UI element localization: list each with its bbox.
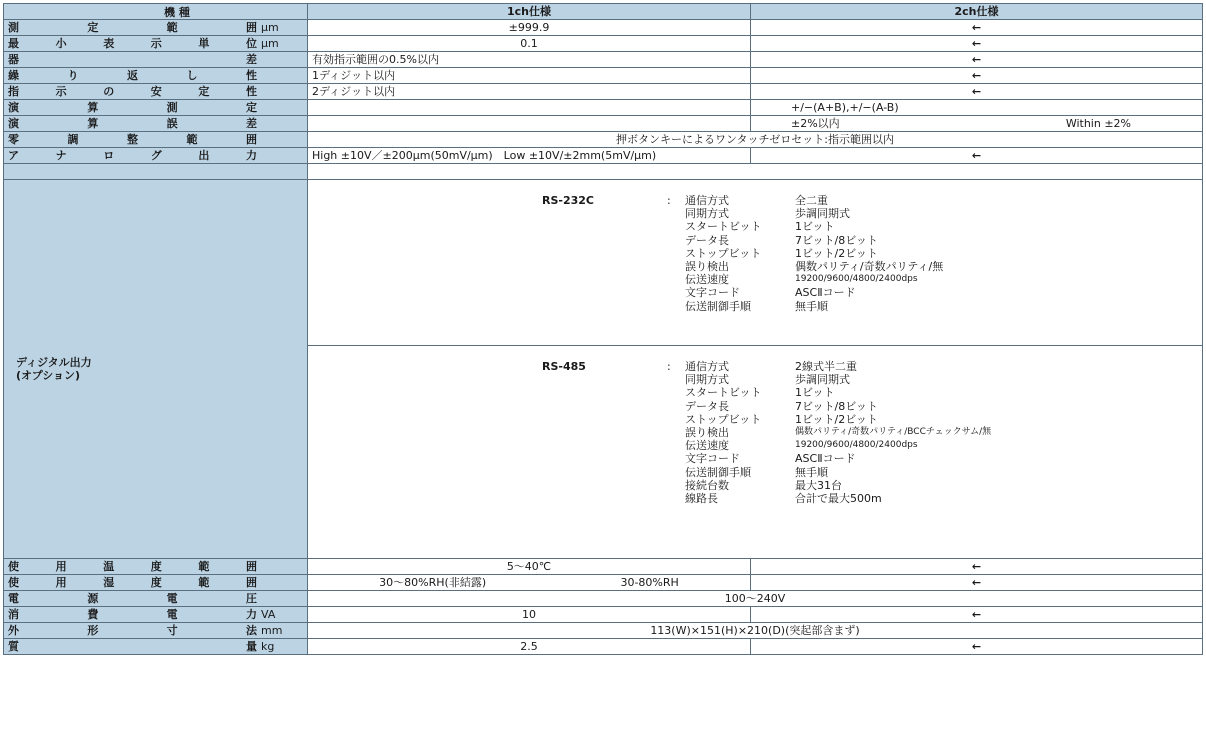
digital-row <box>4 180 1203 346</box>
bottom_rows-label-char: 使 <box>8 576 19 589</box>
interface-spec-item <box>685 426 991 439</box>
interface-spec-key: データ長 <box>685 233 729 247</box>
rows-label-char: 性 <box>246 69 257 82</box>
interface-spec-value: 2線式半二重 <box>795 360 857 373</box>
interface-spec-item <box>685 400 991 413</box>
rows-label-char: 範 <box>186 133 198 146</box>
rows-label-wrap <box>8 149 303 162</box>
bottom_rows-unit: kg <box>261 640 275 653</box>
bottom_rows-col1-value: 5〜40℃ <box>308 559 751 575</box>
rows-col2-value: ← <box>751 68 1203 84</box>
interface-spec-value: 7ビット/8ビット <box>795 233 878 247</box>
interface-spec-value: 偶数パリティ/奇数パリティ/無 <box>795 260 944 274</box>
header-model-label: 機 種 <box>164 6 190 19</box>
rows-unit: μm <box>261 21 279 34</box>
rows-col2-value: ← <box>751 148 1203 164</box>
interface-spec-value: 歩調同期式 <box>795 373 850 387</box>
bottom_rows-label-char: 力 <box>245 608 257 621</box>
rows-label-char: 囲 <box>245 21 257 34</box>
interface-colon: : <box>667 194 671 207</box>
bottom_rows-label-cell <box>4 607 308 623</box>
interface-spec-key: ストップビット <box>685 246 762 260</box>
rows-label-char: 器 <box>8 53 19 66</box>
interface-spec-key: スタートビット <box>685 386 762 400</box>
rows-label-char: 性 <box>245 85 257 98</box>
rows-col1-value: High ±10V／±200μm(50mV/μm) Low ±10V/±2mm(5mV/μm) <box>308 148 751 164</box>
rows-label-wrap <box>8 53 303 66</box>
bottom_rows-row <box>4 607 1203 623</box>
rows-label-char: 差 <box>246 53 257 66</box>
bottom_rows-label-char: 電 <box>166 608 178 621</box>
digital-sublabel: (オプション) <box>16 369 81 382</box>
bottom_rows-col2-value: ← <box>751 639 1203 655</box>
rows-label-cell <box>4 84 308 100</box>
interface-spec-item <box>685 234 943 247</box>
rows-label-text <box>8 53 261 66</box>
interface-spec-value: ASCⅡコード <box>795 286 856 300</box>
interface-spec-value: 19200/9600/4800/2400dps <box>795 274 918 285</box>
bottom_rows-label-char: 囲 <box>245 576 257 589</box>
bottom_rows-unit: VA <box>261 608 276 621</box>
rows-label-char: ナ <box>55 149 67 162</box>
bottom_rows-label-cell <box>4 591 308 607</box>
rows-label-cell <box>4 116 308 132</box>
rows-label-char: 力 <box>245 149 257 162</box>
rows-label-char: 最 <box>8 37 19 50</box>
interface-spec-key: 線路長 <box>685 492 718 506</box>
interface-spec-item <box>685 220 943 233</box>
rows-label-wrap <box>8 101 303 114</box>
bottom_rows-label-char: 用 <box>55 576 67 589</box>
bottom_rows-label-char: 電 <box>8 592 19 605</box>
rows-label-wrap <box>8 37 303 50</box>
rows-label-char: 零 <box>8 133 19 146</box>
rows-label-char: 位 <box>245 37 257 50</box>
rows-row <box>4 68 1203 84</box>
rows-label-char: の <box>103 85 115 98</box>
bottom_rows-label-char: 度 <box>150 576 162 589</box>
interface-spec-key: 誤り検出 <box>685 426 729 440</box>
rows-col1-value <box>308 100 751 116</box>
rows-col1-value: 0.1 <box>308 36 751 52</box>
bottom_rows-label-char: 費 <box>87 608 99 621</box>
rows-label-text <box>8 37 261 50</box>
rows-col2-value: ← <box>751 36 1203 52</box>
interface-spec-key: 通信方式 <box>685 360 729 373</box>
rows-label-char: グ <box>150 149 162 162</box>
rows-label-char: 出 <box>198 149 210 162</box>
digital-block-cell <box>308 346 1203 559</box>
bottom_rows-label-char: 用 <box>55 560 67 573</box>
rows-label-char: り <box>67 69 79 82</box>
bottom_rows-label-cell <box>4 559 308 575</box>
rows-col2-value: ← <box>751 84 1203 100</box>
rows-row <box>4 20 1203 36</box>
bottom_rows-row <box>4 559 1203 575</box>
interface-spec-value: ASCⅡコード <box>795 452 856 466</box>
rows-col1-value <box>308 116 751 132</box>
rows-label-char: 整 <box>127 133 138 146</box>
rows-label-char: 調 <box>67 133 79 146</box>
rows-label-char: ア <box>8 149 19 162</box>
interface-spec-value: 合計で最大500m <box>795 492 882 506</box>
interface-spec-item <box>685 286 943 299</box>
rows-label-char: 算 <box>87 117 99 130</box>
bottom_rows-label-text <box>8 640 261 653</box>
interface-spec-key: 伝送制御手順 <box>685 299 751 313</box>
bottom_rows-label-char: 量 <box>246 640 257 653</box>
rows-col2-value: ← <box>751 20 1203 36</box>
rows-label-wrap <box>8 21 303 34</box>
rows-label-char: 示 <box>55 85 67 98</box>
rows-unit: μm <box>261 37 279 50</box>
rows-row <box>4 148 1203 164</box>
interface-spec-value: 全二重 <box>795 194 828 207</box>
bottom_rows-span-value: 100〜240V <box>308 591 1203 607</box>
spec-table <box>3 3 1203 655</box>
rows-col1-value: ±999.9 <box>308 20 751 36</box>
interface-spec-list <box>685 194 943 313</box>
bottom_rows-label-char: 質 <box>8 640 19 653</box>
rows-label-char: 誤 <box>166 117 178 130</box>
rows-label-wrap <box>8 85 303 98</box>
rows-col1-value: 2ディジット以内 <box>308 84 751 100</box>
interface-colon: : <box>667 360 671 373</box>
rows-col2-value-b: Within ±2% <box>1065 117 1131 130</box>
interface-spec-key: 通信方式 <box>685 194 729 207</box>
interface-name: RS-232C <box>542 194 594 207</box>
bottom_rows-row <box>4 575 1203 591</box>
interface-spec-key: 文字コード <box>685 286 740 300</box>
interface-spec-key: 伝送制御手順 <box>685 465 751 479</box>
rows-label-text <box>8 101 261 114</box>
bottom_rows-label-wrap <box>8 640 303 653</box>
interface-spec-item <box>685 373 991 386</box>
rows-col2-value-a: ±2%以内 <box>791 117 840 130</box>
rows-row <box>4 52 1203 68</box>
interface-spec-value: 1ビット <box>795 220 835 234</box>
bottom_rows-label-cell <box>4 623 308 639</box>
interface-spec-value: 無手順 <box>795 465 828 479</box>
digital-label-cell <box>4 180 308 559</box>
bottom_rows-label-char: 湿 <box>103 576 115 589</box>
bottom_rows-col2-value: ← <box>751 559 1203 575</box>
rows-span-value: 押ボタンキーによるワンタッチゼロセット:指示範囲以内 <box>308 132 1203 148</box>
rows-label-cell <box>4 68 308 84</box>
rows-label-text <box>8 117 261 130</box>
interface-name: RS-485 <box>542 360 586 373</box>
rows-label-char: 定 <box>245 101 257 114</box>
rows-label-char: 演 <box>8 101 19 114</box>
interface-spec-item <box>685 492 991 505</box>
interface-spec-key: 伝送速度 <box>685 273 729 287</box>
interface-spec-key: 同期方式 <box>685 373 729 387</box>
rows-label-char: 定 <box>198 85 210 98</box>
interface-spec-key: ストップビット <box>685 412 762 426</box>
separator-value-cell <box>308 164 1203 180</box>
rows-label-char: 示 <box>150 37 162 50</box>
bottom_rows-label-char: 囲 <box>245 560 257 573</box>
bottom_rows-col1-value <box>308 575 751 591</box>
bottom_rows-label-char: 電 <box>166 592 178 605</box>
bottom_rows-col2-value: ← <box>751 575 1203 591</box>
interface-spec-value: 1ビット/2ビット <box>795 246 878 260</box>
interface-spec-item <box>685 260 943 273</box>
interface-spec-key: 伝送速度 <box>685 439 729 453</box>
rows-label-wrap <box>8 69 303 82</box>
interface-spec-list <box>685 360 991 505</box>
rows-label-char: 小 <box>55 37 67 50</box>
bottom_rows-col1-value-b: 30-80%RH <box>620 576 679 589</box>
bottom_rows-label-text <box>8 576 261 589</box>
rows-label-char: 差 <box>245 117 257 130</box>
interface-spec-value: 7ビット/8ビット <box>795 399 878 413</box>
bottom_rows-label-char: 形 <box>87 624 99 637</box>
rows-label-cell <box>4 100 308 116</box>
interface-spec-item <box>685 452 991 465</box>
rows-row <box>4 84 1203 100</box>
rows-col2-value <box>751 116 1203 132</box>
bottom_rows-label-cell <box>4 575 308 591</box>
rows-row <box>4 132 1203 148</box>
rows-row <box>4 100 1203 116</box>
digital-block <box>312 180 1198 345</box>
interface-spec-value: 1ビット/2ビット <box>795 412 878 426</box>
digital-label: ディジタル出力 <box>16 356 92 369</box>
interface-spec-key: 誤り検出 <box>685 260 729 274</box>
bottom_rows-col2-value: ← <box>751 607 1203 623</box>
bottom_rows-label-char: 圧 <box>245 592 257 605</box>
bottom_rows-label-char: 消 <box>8 608 19 621</box>
rows-label-wrap <box>8 117 303 130</box>
rows-label-text <box>8 69 261 82</box>
rows-col2-value: +/−(A+B),+/−(A-B) <box>751 100 1203 116</box>
bottom_rows-label-wrap <box>8 608 303 621</box>
interface-spec-item <box>685 207 943 220</box>
rows-col2-pair <box>791 117 1131 130</box>
bottom_rows-row <box>4 591 1203 607</box>
interface-spec-value: 歩調同期式 <box>795 207 850 221</box>
bottom_rows-label-char: 源 <box>87 592 99 605</box>
header-col-2ch: 2ch仕様 <box>751 4 1203 20</box>
bottom_rows-label-char: 範 <box>198 560 210 573</box>
rows-label-char: 範 <box>166 21 178 34</box>
header-col-1ch: 1ch仕様 <box>308 4 751 20</box>
rows-label-char: 安 <box>150 85 162 98</box>
rows-col1-value: 1ディジット以内 <box>308 68 751 84</box>
bottom_rows-label-char: 使 <box>8 560 19 573</box>
rows-label-cell <box>4 132 308 148</box>
interface-spec-item <box>685 300 943 313</box>
header-corner <box>4 4 308 20</box>
rows-label-char: 算 <box>87 101 99 114</box>
rows-label-cell <box>4 36 308 52</box>
rows-label-char: 繰 <box>8 69 19 82</box>
bottom_rows-span-value: 113(W)×151(H)×210(D)(突起部含まず) <box>308 623 1203 639</box>
bottom_rows-unit: mm <box>261 624 283 637</box>
interface-spec-key: 文字コード <box>685 452 740 466</box>
bottom_rows-label-wrap <box>8 592 303 605</box>
bottom_rows-label-char: 法 <box>245 624 257 637</box>
rows-label-char: 演 <box>8 117 19 130</box>
interface-spec-key: スタートビット <box>685 220 762 234</box>
interface-spec-key: 同期方式 <box>685 207 729 221</box>
bottom_rows-label-char: 寸 <box>166 624 178 637</box>
bottom_rows-col1-value: 2.5 <box>308 639 751 655</box>
interface-spec-value: 最大31台 <box>795 478 842 492</box>
rows-label-text <box>8 21 261 34</box>
rows-label-text <box>8 133 261 146</box>
rows-label-char: 測 <box>166 101 178 114</box>
header-row <box>4 4 1203 20</box>
bottom_rows-label-wrap <box>8 560 303 573</box>
bottom_rows-row <box>4 623 1203 639</box>
rows-label-char: 測 <box>8 21 19 34</box>
interface-spec-item <box>685 360 991 373</box>
rows-label-text <box>8 85 261 98</box>
bottom_rows-label-char: 範 <box>198 576 210 589</box>
bottom_rows-col1-value: 10 <box>308 607 751 623</box>
bottom_rows-label-char: 度 <box>150 560 162 573</box>
separator-row <box>4 164 1203 180</box>
spec-table-body <box>4 4 1203 655</box>
interface-spec-item <box>685 194 943 207</box>
bottom_rows-label-text <box>8 592 261 605</box>
bottom_rows-col1-pair <box>312 576 746 589</box>
interface-spec-item <box>685 439 991 452</box>
interface-spec-value: 19200/9600/4800/2400dps <box>795 440 918 451</box>
rows-label-char: 単 <box>198 37 210 50</box>
bottom_rows-label-text <box>8 560 261 573</box>
rows-row <box>4 36 1203 52</box>
interface-spec-key: データ長 <box>685 399 729 413</box>
rows-label-cell <box>4 20 308 36</box>
bottom_rows-label-text <box>8 608 261 621</box>
interface-spec-item <box>685 386 991 399</box>
rows-col1-value: 有効指示範囲の0.5%以内 <box>308 52 751 68</box>
bottom_rows-label-char: 温 <box>103 560 115 573</box>
rows-col2-value: ← <box>751 52 1203 68</box>
bottom_rows-label-cell <box>4 639 308 655</box>
rows-label-char: 囲 <box>246 133 257 146</box>
bottom_rows-label-wrap <box>8 624 303 637</box>
interface-spec-value: 無手順 <box>795 299 828 313</box>
digital-block-cell <box>308 180 1203 346</box>
rows-label-cell <box>4 148 308 164</box>
bottom_rows-label-wrap <box>8 576 303 589</box>
rows-label-text <box>8 149 261 162</box>
interface-spec-key: 接続台数 <box>685 478 729 492</box>
rows-label-char: 指 <box>8 85 19 98</box>
interface-spec-item <box>685 247 943 260</box>
rows-label-char: 返 <box>127 69 138 82</box>
interface-spec-value: 偶数パリティ/奇数パリティ/BCCチェックサム/無 <box>795 427 992 438</box>
interface-spec-item <box>685 466 991 479</box>
digital-block <box>312 346 1198 558</box>
rows-label-wrap <box>8 133 303 146</box>
bottom_rows-row <box>4 639 1203 655</box>
rows-label-cell <box>4 52 308 68</box>
interface-spec-item <box>685 413 991 426</box>
separator-label-cell <box>4 164 308 180</box>
interface-spec-item <box>685 479 991 492</box>
rows-label-char: ロ <box>103 149 115 162</box>
rows-label-char: 定 <box>87 21 99 34</box>
bottom_rows-col1-value-a: 30〜80%RH(非結露) <box>379 576 487 589</box>
bottom_rows-label-text <box>8 624 261 637</box>
rows-row <box>4 116 1203 132</box>
rows-label-char: し <box>186 69 198 82</box>
interface-spec-value: 1ビット <box>795 386 835 400</box>
bottom_rows-label-char: 外 <box>8 624 19 637</box>
interface-spec-item <box>685 273 943 286</box>
rows-label-char: 表 <box>103 37 115 50</box>
